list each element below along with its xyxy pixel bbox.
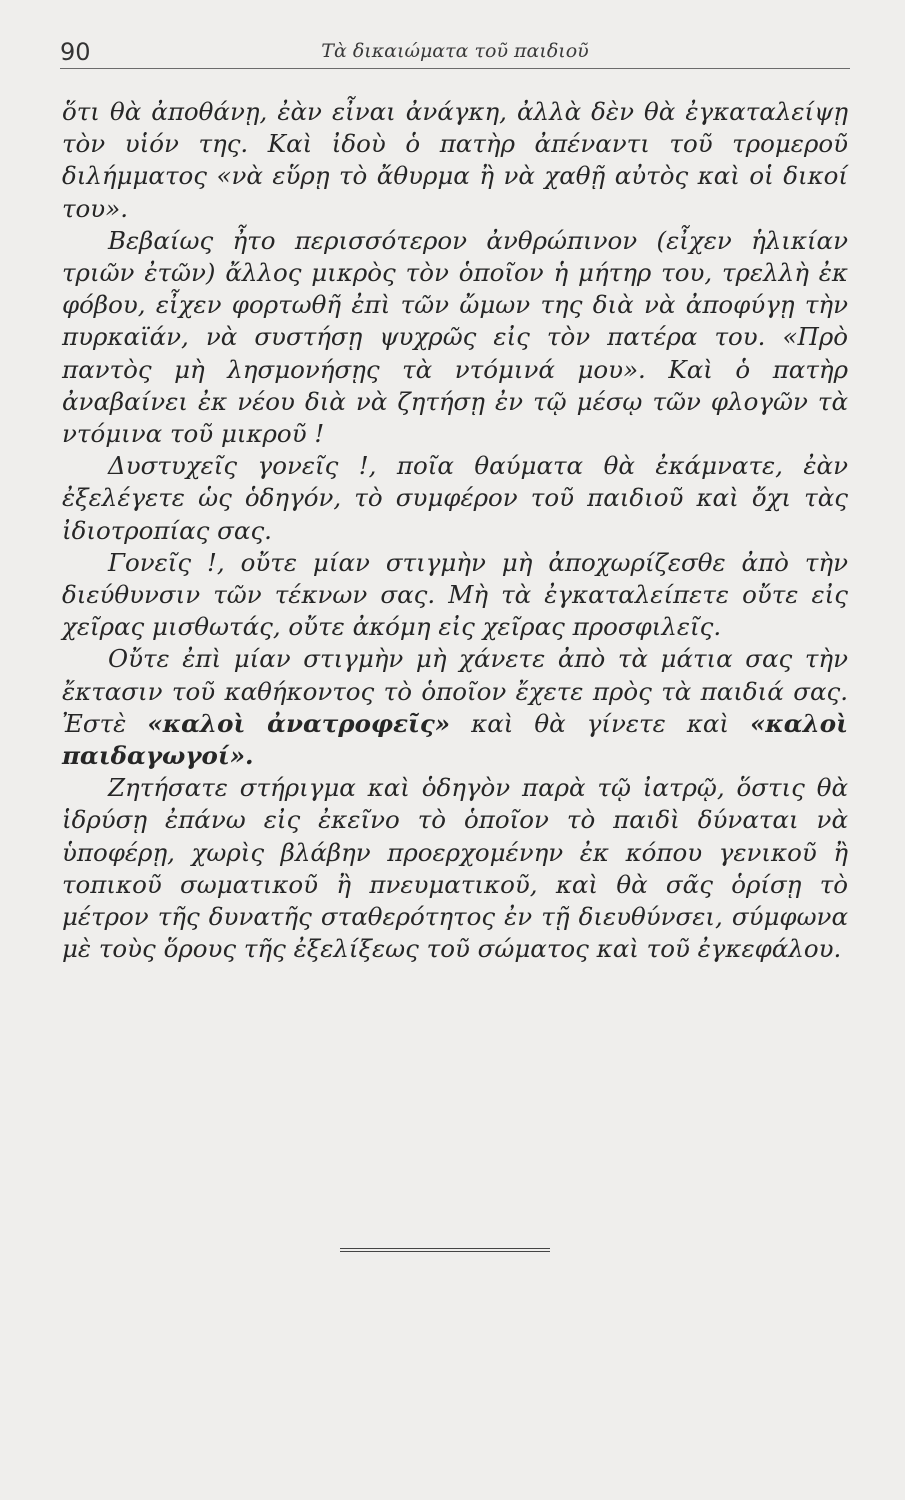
section-end-ornament bbox=[340, 1248, 550, 1253]
paragraph-5 bbox=[62, 643, 848, 772]
bold-phrase-good-pedagogues: «καλοὶ παιδαγωγοί». bbox=[62, 708, 848, 771]
paragraph-3: Δυστυχεῖς γονεῖς !, ποῖα θαύματα θὰ ἐκάμνατε, ἐὰν ἐξελέγετε ὡς ὁδηγόν, τὸ συμφέρον τοῦ παιδιοῦ καὶ ὄχι τὰς ἰδιοτροπίας σας. bbox=[62, 451, 848, 545]
page-number: 90 bbox=[60, 38, 91, 66]
paragraph-1: ὅτι θὰ ἀποθάνῃ, ἐὰν εἶναι ἀνάγκη, ἀλλὰ δὲν θὰ ἐγκαταλείψῃ τὸν υἱόν της. Καὶ ἰδοὺ ὁ πατὴρ ἀπέναντι τοῦ τρομεροῦ διλήμματος «νὰ εὕρῃ τὸ ἄθυρμα ἢ νὰ χαθῇ αὐτὸς καὶ οἱ δικοί του». bbox=[62, 97, 848, 223]
paragraph-4: Γονεῖς !, οὔτε μίαν στιγμὴν μὴ ἀποχωρίζεσθε ἀπὸ τὴν διεύθυνσιν τῶν τέκνων σας. Μὴ τὰ ἐγκαταλείπετε οὔτε εἰς χεῖρας μισθωτάς, οὔτε ἀκόμη εἰς χεῖρας προσφιλεῖς. bbox=[62, 547, 848, 642]
paragraph-2: Βεβαίως ἦτο περισσότερον ἀνθρώπινον (εἶχεν ἡλικίαν τριῶν ἐτῶν) ἄλλος μικρὸς τὸν ὁποῖον ἡ μήτηρ του, τρελλὴ ἐκ φόβου, εἶχεν φορτωθῆ ἐπὶ τῶν ὤμων της διὰ νὰ ἀποφύγῃ τὴν πυρκαϊάν, νὰ συστήσῃ ψυχρῶς εἰς τὸν πατέρα του. «Πρὸ παντὸς μὴ λησμονήσῃς τὰ ντόμινά μου». Καὶ ὁ πατὴρ ἀναβαίνει ἐκ νέου διὰ νὰ ζητήσῃ ἐν τῷ μέσῳ τῶν φλογῶν τὰ ντόμινα τοῦ μικροῦ ! bbox=[62, 225, 848, 449]
paragraph-5-text-middle: καὶ θὰ γίνετε καὶ bbox=[450, 708, 751, 738]
paragraph-5-text-before: Οὔτε ἐπὶ μίαν στιγμὴν μὴ χάνετε ἀπὸ τὰ μάτια σας τὴν ἔκτασιν τοῦ καθήκοντος τὸ ὁποῖον ἔχετε πρὸς τὰ παιδιά σας. Ἐστὲ bbox=[62, 644, 848, 738]
paragraph-6: Ζητήσατε στήριγμα καὶ ὁδηγὸν παρὰ τῷ ἰατρῷ, ὅστις θὰ ἱδρύσῃ ἐπάνω εἰς ἐκεῖνο τὸ ὁποῖον τὸ παιδὶ δύναται νὰ ὑποφέρῃ, χωρὶς βλάβην προερχομένην ἐκ κόπου γενικοῦ ἢ τοπικοῦ σωματικοῦ ἢ πνευματικοῦ, καὶ θὰ σᾶς ὁρίσῃ τὸ μέτρον τῆς δυνατῆς σταθερότητος ἐν τῇ διευθύνσει, σύμφωνα μὲ τοὺς ὅρους τῆς ἐξελίξεως τοῦ σώματος καὶ τοῦ ἐγκεφάλου. bbox=[62, 773, 848, 964]
bold-phrase-good-upbringers: «καλοὶ ἀνατροφεῖς» bbox=[147, 708, 451, 738]
running-header bbox=[60, 38, 850, 69]
body-text bbox=[62, 96, 848, 965]
running-title: Τὰ δικαιώματα τοῦ παιδιοῦ bbox=[321, 40, 589, 62]
